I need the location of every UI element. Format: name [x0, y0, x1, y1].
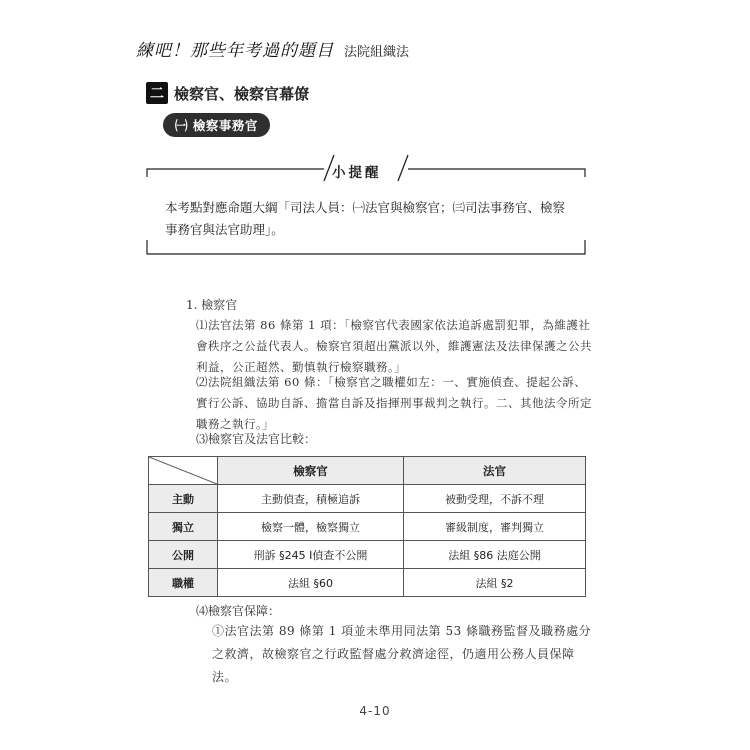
section-number-badge: 二 — [146, 82, 168, 104]
comparison-table — [148, 456, 586, 597]
row-label: 職權 — [149, 569, 218, 597]
table-cell: 刑訴 §245 Ⅰ偵查不公開 — [218, 541, 404, 569]
page-header — [136, 36, 409, 61]
row-label: 主動 — [149, 485, 218, 513]
column-header-judge: 法官 — [404, 457, 586, 485]
table-cell: 審級制度，審判獨立 — [404, 513, 586, 541]
paragraph-3: ⑶檢察官及法官比較： — [196, 432, 317, 446]
subsection-pill: ㈠ 檢察事務官 — [163, 113, 270, 137]
table-row — [149, 541, 586, 569]
table-cell: 主動偵查，積極追訴 — [218, 485, 404, 513]
row-label: 公開 — [149, 541, 218, 569]
page-number: 4-10 — [359, 704, 391, 718]
item-heading: 1. 檢察官 — [186, 298, 238, 312]
handwritten-title: 練吧！那些年考過的題目 — [136, 41, 334, 61]
table-cell: 被動受理，不訴不理 — [404, 485, 586, 513]
column-header-prosecutor: 檢察官 — [218, 457, 404, 485]
table-cell: 法組 §2 — [404, 569, 586, 597]
paragraph-2: ⑵法院組織法第 60 條：「檢察官之職權如左：一、實施偵查、提起公訴、實行公訴、協助自訴、擔當自訴及指揮刑事裁判之執行。二、其他法令所定職務之執行。」 — [196, 375, 592, 431]
tip-box-title: 小提醒 — [332, 165, 382, 181]
tip-box-bottom-border — [146, 238, 586, 258]
table-header-row — [149, 457, 586, 485]
section-title: 檢察官、檢察官幕僚 — [174, 84, 310, 103]
table-cell: 法組 §86 法庭公開 — [404, 541, 586, 569]
section-heading — [146, 82, 309, 104]
paragraph-4: ⑷檢察官保障： — [196, 604, 281, 618]
table-corner-cell — [149, 457, 218, 485]
table-row — [149, 485, 586, 513]
tip-box-text: 本考點對應命題大綱「司法人員：㈠法官與檢察官；㈢司法事務官、檢察事務官與法官助理」。 — [165, 200, 566, 237]
table-row — [149, 513, 586, 541]
header-topic: 法院組織法 — [344, 45, 410, 60]
paragraph-1: ⑴法官法第 86 條第 1 項：「檢察官代表國家依法追訴處罰犯罪，為維護社會秩序之公益代表人。檢察官須超出黨派以外，維護憲法及法律保護之公共利益，公正超然、勤慎執行檢察職務。」 — [196, 318, 592, 374]
table-cell: 法組 §60 — [218, 569, 404, 597]
table-row — [149, 569, 586, 597]
table-cell: 檢察一體，檢察獨立 — [218, 513, 404, 541]
diagonal-line — [149, 457, 217, 484]
paragraph-5: ①法官法第 89 條第 1 項並未準用同法第 53 條職務監督及職務處分之救濟，故檢察官之行政監督處分救濟途徑，仍適用公務人員保障法。 — [212, 624, 592, 684]
row-label: 獨立 — [149, 513, 218, 541]
